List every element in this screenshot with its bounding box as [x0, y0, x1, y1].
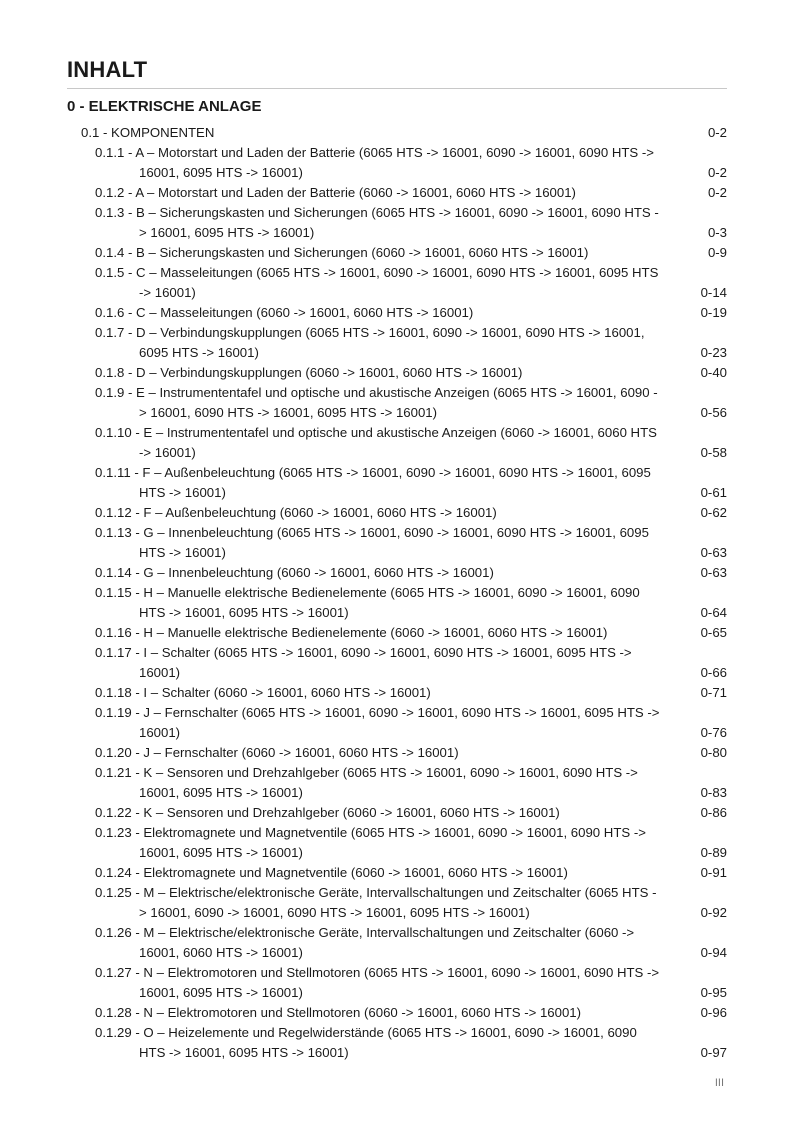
- toc-entry[interactable]: [67, 143, 727, 183]
- toc-entry-label: 0.1.28 - N – Elektromotoren und Stellmotoren (6060 -> 16001, 6060 HTS -> 16001): [95, 1005, 582, 1020]
- toc-entry-page: 0-86: [700, 805, 727, 820]
- toc-entry-label: 0.1.27 - N – Elektromotoren und Stellmotoren (6065 HTS -> 16001, 6090 -> 16001, 6090 HTS -> 16001, 6095 HTS -> 16001): [95, 965, 660, 1000]
- toc-entry-label: 0.1.29 - O – Heizelemente und Regelwiderstände (6065 HTS -> 16001, 6090 -> 16001, 6090 HTS -> 16001, 6095 HTS -> 16001): [95, 1025, 637, 1060]
- toc-entry-page: 0-9: [707, 245, 727, 260]
- toc-entry[interactable]: [67, 383, 727, 423]
- toc-entry[interactable]: [67, 243, 727, 263]
- toc-entry[interactable]: [67, 743, 727, 763]
- toc-entry-label: 0.1.17 - I – Schalter (6065 HTS -> 16001, 6090 -> 16001, 6090 HTS -> 16001, 6095 HTS -> 16001): [95, 645, 632, 680]
- toc-entry-page: 0-65: [700, 625, 727, 640]
- toc-entry[interactable]: [67, 683, 727, 703]
- toc-entry-label: 0.1.21 - K – Sensoren und Drehzahlgeber (6065 HTS -> 16001, 6090 -> 16001, 6090 HTS -> 16001, 6095 HTS -> 16001): [95, 765, 638, 800]
- toc-entry[interactable]: [67, 323, 727, 363]
- toc-entry-label: 0.1.26 - M – Elektrische/elektronische Geräte, Intervallschaltungen und Zeitschalter (6060 -> 16001, 6060 HTS -> 16001): [95, 925, 635, 960]
- toc-entry-page: 0-2: [707, 185, 727, 200]
- toc-entry-page: 0-2: [707, 165, 727, 180]
- toc-entry[interactable]: [67, 643, 727, 683]
- toc-entry-page: 0-76: [700, 725, 727, 740]
- toc-entry[interactable]: [67, 503, 727, 523]
- toc-entry-page: 0-64: [700, 605, 727, 620]
- toc-entry[interactable]: [67, 263, 727, 303]
- toc-entry[interactable]: [67, 523, 727, 563]
- toc-entry-page: 0-97: [700, 1045, 727, 1060]
- toc-entry-label: 0.1.7 - D – Verbindungskupplungen (6065 HTS -> 16001, 6090 -> 16001, 6090 HTS -> 16001, 6095 HTS -> 16001): [95, 325, 645, 360]
- toc-entry[interactable]: [67, 183, 727, 203]
- toc-entry-page: 0-63: [700, 565, 727, 580]
- toc-entry-page: 0-66: [700, 665, 727, 680]
- toc-entry[interactable]: [67, 363, 727, 383]
- toc-entry[interactable]: [67, 883, 727, 923]
- toc-entry[interactable]: [67, 1023, 727, 1063]
- toc-entry[interactable]: [67, 203, 727, 243]
- toc-entry[interactable]: [67, 923, 727, 963]
- table-of-contents: [67, 123, 727, 1063]
- toc-entry-page: 0-62: [700, 505, 727, 520]
- toc-entry-page: 0-40: [700, 365, 727, 380]
- toc-entry-page: 0-89: [700, 845, 727, 860]
- toc-entry-label: 0.1.4 - B – Sicherungskasten und Sicherungen (6060 -> 16001, 6060 HTS -> 16001): [95, 245, 589, 260]
- toc-entry-label: 0.1.20 - J – Fernschalter (6060 -> 16001, 6060 HTS -> 16001): [95, 745, 459, 760]
- toc-section-page: 0-2: [707, 125, 727, 140]
- toc-entry-label: 0.1.10 - E – Instrumententafel und optische und akustische Anzeigen (6060 -> 16001, 6060 HTS -> 16001): [95, 425, 657, 460]
- toc-entry-label: 0.1.1 - A – Motorstart und Laden der Batterie (6065 HTS -> 16001, 6090 -> 16001, 6090 HTS -> 16001, 6095 HTS -> 16001): [95, 145, 654, 180]
- toc-entry-page: 0-91: [700, 865, 727, 880]
- toc-entry[interactable]: [67, 463, 727, 503]
- toc-entry[interactable]: [67, 1003, 727, 1023]
- toc-entry[interactable]: [67, 863, 727, 883]
- toc-entry-label: 0.1.14 - G – Innenbeleuchtung (6060 -> 16001, 6060 HTS -> 16001): [95, 565, 494, 580]
- toc-entry[interactable]: [67, 423, 727, 463]
- toc-entry-label: 0.1.12 - F – Außenbeleuchtung (6060 -> 16001, 6060 HTS -> 16001): [95, 505, 497, 520]
- toc-entry[interactable]: [67, 563, 727, 583]
- toc-entry-page: 0-56: [700, 405, 727, 420]
- toc-entry-page: 0-83: [700, 785, 727, 800]
- toc-entry-page: 0-80: [700, 745, 727, 760]
- toc-entry-list: [67, 143, 727, 1063]
- toc-entry-page: 0-96: [700, 1005, 727, 1020]
- toc-entry-label: 0.1.8 - D – Verbindungskupplungen (6060 -> 16001, 6060 HTS -> 16001): [95, 365, 523, 380]
- toc-entry-label: 0.1.18 - I – Schalter (6060 -> 16001, 6060 HTS -> 16001): [95, 685, 431, 700]
- toc-page: [67, 54, 727, 1063]
- toc-entry-label: 0.1.25 - M – Elektrische/elektronische Geräte, Intervallschaltungen und Zeitschalter (6065 HTS -> 16001, 6090 -> 16001, 6090 HTS -> 16001, 6095 HTS -> 16001): [95, 885, 657, 920]
- toc-entry-label: 0.1.9 - E – Instrumententafel und optische und akustische Anzeigen (6065 HTS -> 16001, 6090 -> 16001, 6090 HTS -> 16001, 6095 HTS -> 16001): [95, 385, 658, 420]
- toc-entry-page: 0-23: [700, 345, 727, 360]
- toc-entry-label: 0.1.19 - J – Fernschalter (6065 HTS -> 16001, 6090 -> 16001, 6090 HTS -> 16001, 6095 HTS -> 16001): [95, 705, 660, 740]
- toc-entry-label: 0.1.3 - B – Sicherungskasten und Sicherungen (6065 HTS -> 16001, 6090 -> 16001, 6090 HTS -> 16001, 6095 HTS -> 16001): [95, 205, 659, 240]
- toc-entry-page: 0-63: [700, 545, 727, 560]
- toc-entry-label: 0.1.22 - K – Sensoren und Drehzahlgeber (6060 -> 16001, 6060 HTS -> 16001): [95, 805, 560, 820]
- toc-entry-page: 0-58: [700, 445, 727, 460]
- toc-entry-page: 0-94: [700, 945, 727, 960]
- toc-entry[interactable]: [67, 623, 727, 643]
- toc-entry-label: 0.1.6 - C – Masseleitungen (6060 -> 16001, 6060 HTS -> 16001): [95, 305, 474, 320]
- toc-entry[interactable]: [67, 303, 727, 323]
- toc-entry-label: 0.1.11 - F – Außenbeleuchtung (6065 HTS -> 16001, 6090 -> 16001, 6090 HTS -> 16001, 6095 HTS -> 16001): [95, 465, 651, 500]
- chapter-heading: 0 - ELEKTRISCHE ANLAGE: [67, 98, 262, 115]
- toc-entry[interactable]: [67, 963, 727, 1003]
- toc-entry-page: 0-19: [700, 305, 727, 320]
- toc-entry-label: 0.1.15 - H – Manuelle elektrische Bedienelemente (6065 HTS -> 16001, 6090 -> 16001, 6090 HTS -> 16001, 6095 HTS -> 16001): [95, 585, 640, 620]
- toc-entry-page: 0-3: [707, 225, 727, 240]
- toc-entry-label: 0.1.2 - A – Motorstart und Laden der Batterie (6060 -> 16001, 6060 HTS -> 16001): [95, 185, 576, 200]
- toc-entry-page: 0-61: [700, 485, 727, 500]
- toc-entry-label: 0.1.24 - Elektromagnete und Magnetventile (6060 -> 16001, 6060 HTS -> 16001): [95, 865, 568, 880]
- page-number: III: [714, 1077, 724, 1089]
- toc-entry[interactable]: [67, 703, 727, 743]
- toc-entry-page: 0-92: [700, 905, 727, 920]
- toc-entry[interactable]: [67, 763, 727, 803]
- toc-entry[interactable]: [67, 583, 727, 623]
- toc-section-label: 0.1 - KOMPONENTEN: [81, 125, 215, 140]
- toc-entry-page: 0-71: [700, 685, 727, 700]
- toc-entry-label: 0.1.13 - G – Innenbeleuchtung (6065 HTS -> 16001, 6090 -> 16001, 6090 HTS -> 16001, 6095 HTS -> 16001): [95, 525, 649, 560]
- page-title: INHALT: [67, 54, 727, 89]
- toc-entry[interactable]: [67, 803, 727, 823]
- toc-entry-label: 0.1.5 - C – Masseleitungen (6065 HTS -> 16001, 6090 -> 16001, 6090 HTS -> 16001, 6095 HTS -> 16001): [95, 265, 659, 300]
- toc-entry[interactable]: [67, 823, 727, 863]
- toc-section[interactable]: [67, 123, 727, 143]
- toc-entry-label: 0.1.16 - H – Manuelle elektrische Bedienelemente (6060 -> 16001, 6060 HTS -> 16001): [95, 625, 608, 640]
- toc-entry-page: 0-95: [700, 985, 727, 1000]
- toc-entry-page: 0-14: [700, 285, 727, 300]
- toc-entry-label: 0.1.23 - Elektromagnete und Magnetventile (6065 HTS -> 16001, 6090 -> 16001, 6090 HTS -> 16001, 6095 HTS -> 16001): [95, 825, 646, 860]
